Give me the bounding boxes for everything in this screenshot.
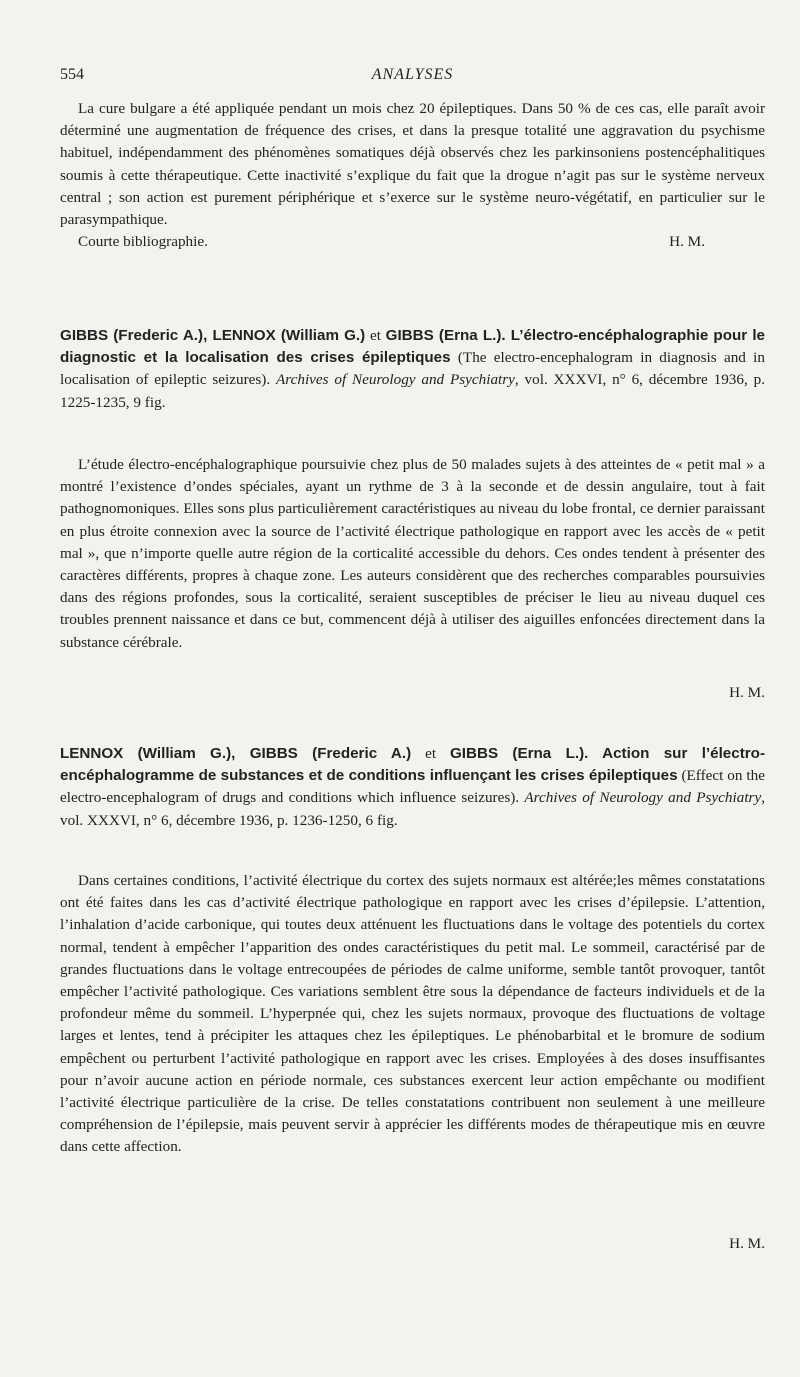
article2-body (60, 870, 765, 1159)
bibliography-note: Courte bibliographie. (78, 233, 208, 251)
article2-signature: H. M. (729, 1235, 765, 1252)
article1-signature: H. M. (729, 684, 765, 701)
article2-title: Action sur l’électro-encéphalogramme de substances et de conditions influençant les crises épileptiques (60, 745, 765, 785)
article2-conj: et (411, 745, 450, 762)
intro-signature: H. M. (669, 233, 705, 251)
article1-authors-2: GIBBS (Erna L.). (385, 327, 506, 344)
intro-section (60, 98, 765, 253)
page-number: 554 (60, 66, 84, 83)
article2-authors-2: GIBBS (Erna L.). (449, 745, 589, 762)
article1-journal: Archives of Neurology and Psychiatry (275, 371, 515, 389)
article1-heading (60, 325, 765, 414)
intro-paragraph: La cure bulgare a été appliquée pendant un mois chez 20 épileptiques. Dans 50 % de ces cas, elle paraît avoir déterminé une augmentation de fréquence des crises, et dans la presque totalité une aggravation du psychisme habituel, indépendamment des phénomènes somatiques déjà observés chez les parkinsoniens postencéphalitiques soumis à cette thérapeutique. Cette inactivité s’explique du fait que la drogue n’agit pas sur le système nerveux central ; son action est purement périphérique et s’exerce sur le système neuro-végétatif, en particulier sur le parasympathique. (60, 100, 765, 229)
article2-heading (60, 743, 765, 832)
intro-footer (60, 231, 765, 253)
article1-body (60, 454, 765, 654)
article1-citation: , vol. XXXVI, n° 6, décembre 1936, p. 1225-1235, 9 fig. (60, 371, 765, 411)
running-title: ANALYSES (371, 66, 454, 83)
article2-translation: (Effect on the electro-encephalogram of drugs and conditions which influence seizures). (60, 767, 765, 807)
page-header (60, 66, 765, 88)
article2-citation: , vol. XXXVI, n° 6, décembre 1936, p. 1236-1250, 6 fig. (60, 789, 765, 829)
article1-paragraph: L’étude électro-encéphalographique poursuivie chez plus de 50 malades sujets à des atteintes de « petit mal » a montré l’existence d’ondes spéciales, ayant un rythme de 3 à la seconde et de dessin angulaire, tout à fait pathognomoniques. Elles sons plus particulièrement caractéristiques au niveau du lobe frontal, ce dernier paraissant en plus étroite connexion avec la source de l’activité électrique pathologique en rapport avec les accès de « petit mal », que n’importe quelle autre région de la corticalité accessible du dehors. Ces ondes tendent à présenter des caractères différents, propres à chaque zone. Les auteurs considèrent que des recherches comparables poursuivies dans des régions profondes, sous la corticalité, seraient susceptibles de préciser le lieu au niveau duquel ces troubles prennent naissance et dans ce but, commencent déjà à utiliser des aiguilles enfoncées directement dans la substance cérébrale. (60, 456, 765, 651)
article2-paragraph: Dans certaines conditions, l’activité électrique du cortex des sujets normaux est altérée;les mêmes constatations ont été faites dans les cas d’activité électrique pathologique en rapport avec les crises d’épilepsie. L’attention, l’inhalation d’acide carbonique, qui toutes deux atténuent les fluctuations dans le voltage des potentiels du cortex normal, tendent à empêcher l’apparition des ondes caractéristiques du petit mal. Le sommeil, caractérisé par de grandes fluctuations dans le voltage entrecoupées de périodes de calme uniforme, semble tantôt provoquer, tantôt empêcher l’activité pathologique. Ces variations semblent être sous la dépendance de facteurs individuels et de la profondeur même du sommeil. L’hyperpnée qui, chez les sujets normaux, provoque des fluctuations de voltage larges et lentes, tend à précipiter les attaques chez les épileptiques. Le phénobarbital et le bromure de sodium empêchent ou perturbent l’activité pathologique en rapport avec les crises. Employées à des doses insuffisantes pour n’avoir aucune action en période normale, ces substances exercent leur action empêchante ou modifient l’activité électrique particulière de la crise. De telles constatations contribuent non seulement à une meilleure compréhension de l’épilepsie, mais peuvent servir à apprécier les différents modes de thérapeutique mis en œuvre dans cette affection. (60, 872, 765, 1156)
article1-translation: (The electro-encephalogram in diagnosis and in localisation of epileptic seizures). (60, 349, 765, 389)
article1-title: L’électro-encéphalographie pour le diagnostic et la localisation des crises épileptiques (60, 327, 765, 367)
article2-journal: Archives of Neurology and Psychiatry (524, 789, 762, 807)
article2-authors: LENNOX (William G.), GIBBS (Frederic A.) (60, 745, 412, 762)
article1-authors: GIBBS (Frederic A.), LENNOX (William G.) (60, 327, 366, 344)
article1-conj: et (365, 327, 386, 344)
